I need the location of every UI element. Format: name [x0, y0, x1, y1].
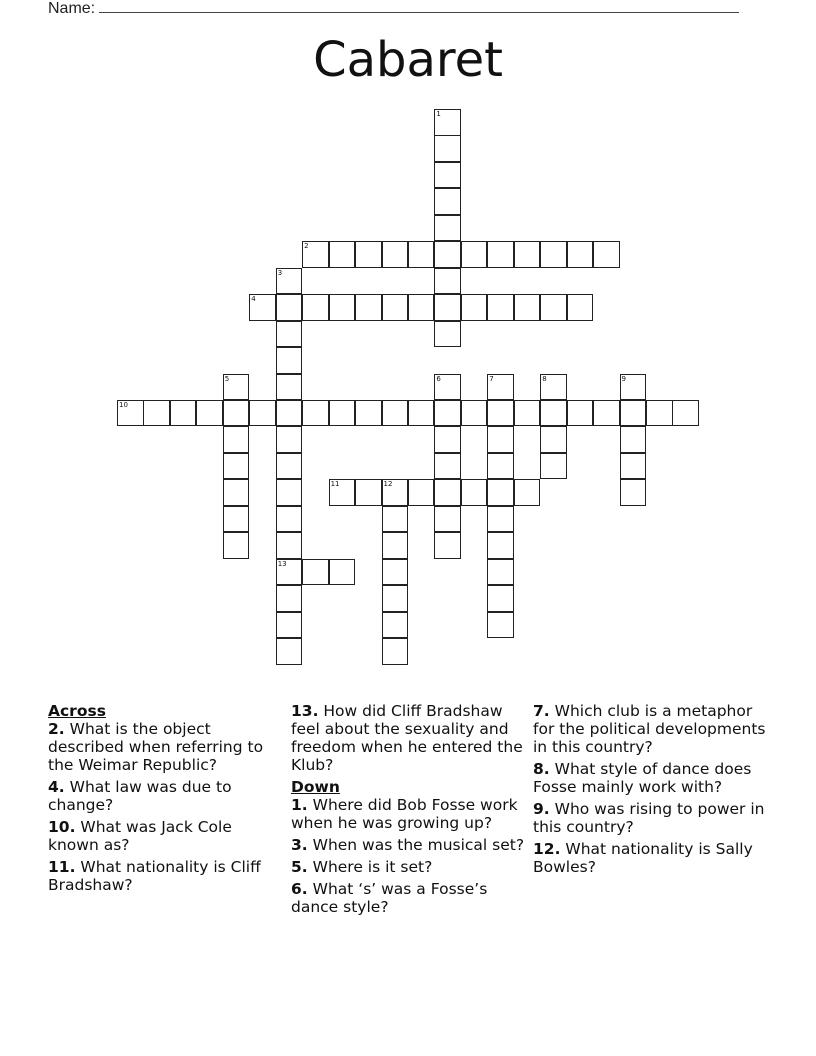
grid-cell[interactable] — [620, 374, 647, 401]
clue-number: 9. — [533, 800, 550, 818]
grid-cell[interactable] — [434, 532, 461, 559]
grid-cell[interactable] — [620, 426, 647, 453]
grid-cell[interactable] — [593, 400, 620, 427]
clue-text: What ‘s’ was a Fosse’s dance style? — [291, 880, 488, 916]
grid-cell[interactable] — [672, 400, 699, 427]
grid-cell[interactable] — [434, 479, 461, 506]
across-heading: Across — [48, 702, 106, 720]
grid-cell[interactable] — [382, 294, 409, 321]
grid-cell[interactable] — [593, 241, 620, 268]
grid-cell[interactable] — [223, 426, 250, 453]
grid-cell[interactable] — [355, 294, 382, 321]
grid-cell[interactable] — [382, 479, 409, 506]
grid-cell[interactable] — [276, 585, 303, 612]
grid-cell[interactable] — [540, 294, 567, 321]
grid-cell[interactable] — [382, 612, 409, 639]
clue-down-12 — [533, 840, 769, 876]
clue-text: What nationality is Sally Bowles? — [533, 840, 753, 876]
clue-text: Who was rising to power in this country? — [533, 800, 765, 836]
grid-cell[interactable] — [302, 400, 329, 427]
grid-cell[interactable] — [408, 241, 435, 268]
grid-cell[interactable] — [329, 400, 356, 427]
clue-number: 6. — [291, 880, 308, 898]
clue-number: 8. — [533, 760, 550, 778]
grid-cell[interactable] — [514, 294, 541, 321]
grid-cell[interactable] — [276, 321, 303, 348]
grid-cell[interactable] — [276, 638, 303, 665]
clue-number: 7. — [533, 702, 550, 720]
grid-cell[interactable] — [567, 400, 594, 427]
grid-cell[interactable] — [382, 400, 409, 427]
grid-cell[interactable] — [276, 612, 303, 639]
name-label: Name: — [48, 0, 96, 17]
grid-cell[interactable] — [117, 400, 144, 427]
grid-cell[interactable] — [461, 479, 488, 506]
grid-cell[interactable] — [487, 506, 514, 533]
clue-text: Which club is a metaphor for the political developments in this country? — [533, 702, 766, 756]
clue-number: 1. — [291, 796, 308, 814]
clue-down-1 — [291, 796, 527, 832]
grid-cell[interactable] — [434, 109, 461, 136]
cell-number: 7 — [489, 374, 494, 383]
cell-number: 12 — [383, 480, 393, 489]
grid-cell[interactable] — [487, 294, 514, 321]
grid-cell[interactable] — [620, 479, 647, 506]
grid-cell[interactable] — [434, 453, 461, 480]
grid-cell[interactable] — [196, 400, 223, 427]
grid-cell[interactable] — [487, 612, 514, 639]
grid-cell[interactable] — [461, 241, 488, 268]
grid-cell[interactable] — [382, 241, 409, 268]
grid-cell[interactable] — [382, 506, 409, 533]
clue-text: Where did Bob Fosse work when he was growing up? — [291, 796, 518, 832]
clue-down-6 — [291, 880, 527, 916]
cell-number: 1 — [436, 110, 441, 118]
grid-cell[interactable] — [434, 426, 461, 453]
clue-text: When was the musical set? — [312, 836, 525, 854]
clue-number: 3. — [291, 836, 308, 854]
grid-cell[interactable] — [355, 479, 382, 506]
grid-cell[interactable] — [514, 241, 541, 268]
cell-number: 10 — [119, 400, 128, 409]
grid-cell[interactable] — [276, 374, 303, 401]
grid-cell[interactable] — [276, 453, 303, 480]
clue-down-3 — [291, 836, 527, 854]
grid-cell[interactable] — [487, 426, 514, 453]
cell-number: 6 — [436, 374, 441, 383]
grid-cell[interactable] — [276, 347, 303, 374]
clue-text: What law was due to change? — [48, 778, 232, 814]
clue-number: 4. — [48, 778, 65, 796]
grid-cell[interactable] — [329, 294, 356, 321]
grid-cell[interactable] — [540, 400, 567, 427]
grid-cell[interactable] — [540, 241, 567, 268]
grid-cell[interactable] — [540, 453, 567, 480]
grid-cell[interactable] — [382, 638, 409, 665]
cell-number: 8 — [542, 374, 547, 383]
grid-cell[interactable] — [408, 479, 435, 506]
clue-down-7 — [533, 702, 769, 756]
grid-cell[interactable] — [276, 426, 303, 453]
grid-cell[interactable] — [223, 506, 250, 533]
grid-cell[interactable] — [461, 294, 488, 321]
grid-cell[interactable] — [567, 241, 594, 268]
grid-cell[interactable] — [540, 426, 567, 453]
grid-cell[interactable] — [540, 374, 567, 401]
grid-cell[interactable] — [329, 241, 356, 268]
grid-cell[interactable] — [302, 241, 329, 268]
clue-text: Where is it set? — [312, 858, 433, 876]
clue-text: What is the object described when referring to the Weimar Republic? — [48, 720, 264, 774]
clue-down-8 — [533, 760, 769, 796]
grid-cell[interactable] — [487, 374, 514, 401]
grid-cell[interactable] — [408, 400, 435, 427]
grid-cell[interactable] — [382, 559, 409, 586]
grid-cell[interactable] — [355, 400, 382, 427]
grid-cell[interactable] — [329, 479, 356, 506]
clue-across-2 — [48, 720, 284, 774]
grid-cell[interactable] — [434, 188, 461, 215]
grid-cell[interactable] — [434, 400, 461, 427]
grid-cell[interactable] — [487, 479, 514, 506]
grid-cell[interactable] — [249, 400, 276, 427]
grid-cell[interactable] — [646, 400, 673, 427]
cell-number: 4 — [251, 295, 256, 304]
cell-number: 2 — [304, 242, 309, 251]
clue-text: What nationality is Cliff Bradshaw? — [48, 858, 261, 894]
grid-cell[interactable] — [434, 268, 461, 295]
clues-column-2 — [291, 702, 527, 920]
cell-number: 11 — [330, 480, 340, 489]
grid-cell[interactable] — [434, 215, 461, 242]
clue-across-11 — [48, 858, 284, 894]
grid-cell[interactable] — [514, 400, 541, 427]
grid-cell[interactable] — [143, 400, 170, 427]
clue-number: 2. — [48, 720, 65, 738]
clue-number: 13. — [291, 702, 319, 720]
grid-cell[interactable] — [276, 559, 303, 586]
grid-cell[interactable] — [223, 453, 250, 480]
grid-cell[interactable] — [302, 294, 329, 321]
cell-number: 5 — [224, 374, 230, 383]
grid-cell[interactable] — [567, 294, 594, 321]
grid-cell[interactable] — [434, 294, 461, 321]
cell-number: 9 — [621, 374, 627, 383]
grid-cell[interactable] — [170, 400, 197, 427]
clue-text: How did Cliff Bradshaw feel about the sexuality and freedom when he entered the Klub? — [291, 702, 523, 774]
grid-cell[interactable] — [487, 532, 514, 559]
clue-text: What was Jack Cole known as? — [48, 818, 232, 854]
grid-cell[interactable] — [223, 532, 250, 559]
grid-cell[interactable] — [434, 506, 461, 533]
grid-cell[interactable] — [223, 479, 250, 506]
grid-cell[interactable] — [276, 479, 303, 506]
clue-text: What style of dance does Fosse mainly work with? — [533, 760, 752, 796]
clue-number: 10. — [48, 818, 76, 836]
down-heading: Down — [291, 778, 340, 796]
grid-cell[interactable] — [514, 479, 541, 506]
cell-number: 13 — [277, 559, 287, 568]
clue-number: 11. — [48, 858, 76, 876]
grid-cell[interactable] — [620, 400, 647, 427]
clues-column-1 — [48, 702, 284, 898]
grid-cell[interactable] — [382, 532, 409, 559]
clue-number: 12. — [533, 840, 561, 858]
grid-cell[interactable] — [276, 294, 303, 321]
grid-cell[interactable] — [487, 453, 514, 480]
grid-cell[interactable] — [461, 400, 488, 427]
clue-across-4 — [48, 778, 284, 814]
clue-number: 5. — [291, 858, 308, 876]
grid-cell[interactable] — [620, 453, 647, 480]
grid-cell[interactable] — [276, 400, 303, 427]
clue-down-9 — [533, 800, 769, 836]
grid-cell[interactable] — [434, 321, 461, 348]
grid-cell[interactable] — [302, 559, 329, 586]
grid-cell[interactable] — [487, 400, 514, 427]
clues-column-3 — [533, 702, 769, 880]
clue-down-5 — [291, 858, 527, 876]
grid-cell[interactable] — [434, 135, 461, 162]
grid-cell[interactable] — [434, 241, 461, 268]
grid-cell[interactable] — [276, 268, 303, 295]
grid-cell[interactable] — [487, 559, 514, 586]
grid-cell[interactable] — [276, 506, 303, 533]
grid-cell[interactable] — [249, 294, 276, 321]
grid-cell[interactable] — [434, 162, 461, 189]
grid-cell[interactable] — [223, 374, 250, 401]
grid-cell[interactable] — [434, 374, 461, 401]
grid-cell[interactable] — [487, 585, 514, 612]
grid-cell[interactable] — [487, 241, 514, 268]
grid-cell[interactable] — [329, 559, 356, 586]
grid-cell[interactable] — [276, 532, 303, 559]
grid-cell[interactable] — [408, 294, 435, 321]
grid-cell[interactable] — [382, 585, 409, 612]
page-title: Cabaret — [313, 32, 503, 88]
grid-cell[interactable] — [223, 400, 250, 427]
clue-across-13 — [291, 702, 527, 774]
clue-across-10 — [48, 818, 284, 854]
cell-number: 3 — [277, 268, 283, 277]
grid-cell[interactable] — [355, 241, 382, 268]
